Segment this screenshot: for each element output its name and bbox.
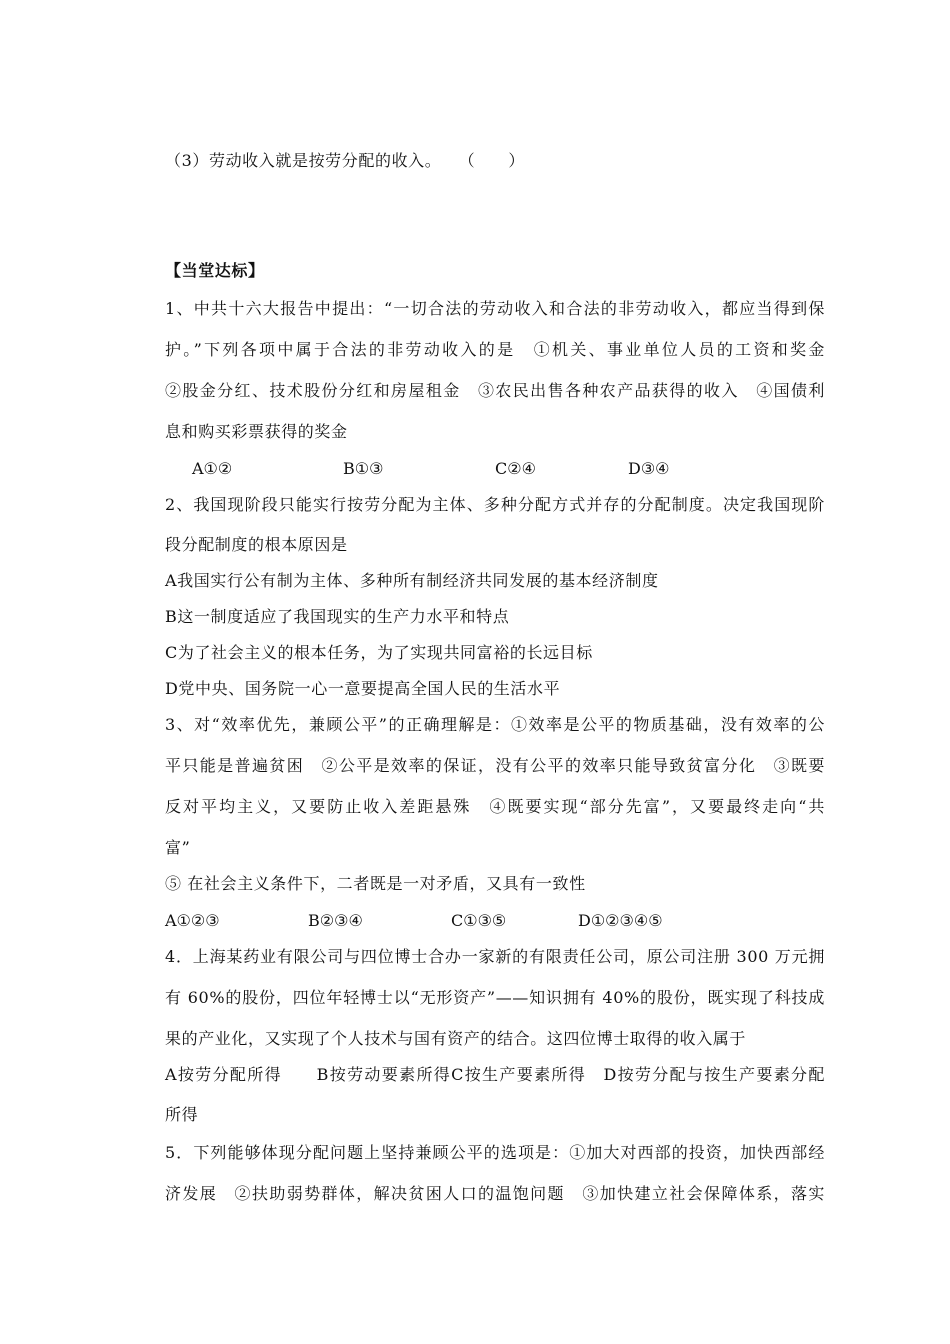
q5-line-2: 济发展 ②扶助弱势群体，解决贫困人口的温饱问题 ③加快建立社会保障体系，落实 — [165, 1184, 825, 1203]
q2-option-c: C为了社会主义的根本任务，为了实现共同富裕的长远目标 — [165, 643, 593, 662]
q4-line-2: 有 60%的股份，四位年轻博士以“无形资产”——知识拥有 40%的股份，既实现了科技成 — [165, 988, 825, 1007]
true-false-item-3: （3）劳动收入就是按劳分配的收入。 （ ） — [165, 151, 525, 170]
q5-line-1: 5．下列能够体现分配问题上坚持兼顾公平的选项是：①加大对西部的投资，加快西部经 — [165, 1143, 825, 1162]
q2-line-2: 段分配制度的根本原因是 — [165, 535, 348, 554]
section-title: 【当堂达标】 — [165, 261, 265, 280]
q3-line-4: 富” — [165, 838, 191, 857]
q3-line-2: 平只能是普遍贫困 ②公平是效率的保证，没有公平的效率只能导致贫富分化 ③既要 — [165, 756, 825, 775]
q1-line-3: ②股金分红、技术股份分红和房屋租金 ③农民出售各种农产品获得的收入 ④国债利 — [165, 381, 825, 400]
q4-options-line: A按劳分配所得 B按劳动要素所得C按生产要素所得 D按劳分配与按生产要素分配 — [165, 1065, 825, 1084]
q3-line-5: ⑤ 在社会主义条件下，二者既是一对矛盾，又具有一致性 — [165, 874, 586, 893]
q4-line-3: 果的产业化，又实现了个人技术与国有资产的结合。这四位博士取得的收入属于 — [165, 1029, 747, 1048]
q4-line-5: 所得 — [165, 1105, 199, 1124]
q3-option-a: A①②③ — [165, 911, 220, 930]
q4-line-1: 4．上海某药业有限公司与四位博士合办一家新的有限责任公司，原公司注册 300 万元拥 — [165, 947, 825, 966]
q2-line-1: 2、我国现阶段只能实行按劳分配为主体、多种分配方式并存的分配制度。决定我国现阶 — [165, 495, 825, 514]
q3-option-b: B②③④ — [308, 911, 363, 930]
q1-option-a: A①② — [192, 459, 233, 478]
q3-line-1: 3、对“效率优先，兼顾公平”的正确理解是：①效率是公平的物质基础，没有效率的公 — [165, 715, 825, 734]
q3-option-c: C①③⑤ — [451, 911, 507, 930]
q1-option-c: C②④ — [495, 459, 536, 478]
q1-line-2: 护。”下列各项中属于合法的非劳动收入的是 ①机关、事业单位人员的工资和奖金 — [165, 340, 825, 359]
q1-option-b: B①③ — [343, 459, 384, 478]
q2-option-d: D党中央、国务院一心一意要提高全国人民的生活水平 — [165, 679, 561, 698]
q3-line-3: 反对平均主义，又要防止收入差距悬殊 ④既要实现“部分先富”，又要最终走向“共 — [165, 797, 825, 816]
q1-line-1: 1、中共十六大报告中提出：“一切合法的劳动收入和合法的非劳动收入，都应当得到保 — [165, 299, 825, 318]
q2-option-a: A我国实行公有制为主体、多种所有制经济共同发展的基本经济制度 — [165, 571, 659, 590]
q2-option-b: B这一制度适应了我国现实的生产力水平和特点 — [165, 607, 510, 626]
q1-line-4: 息和购买彩票获得的奖金 — [165, 422, 348, 441]
q3-option-d: D①②③④⑤ — [578, 911, 663, 930]
q1-option-d: D③④ — [628, 459, 670, 478]
